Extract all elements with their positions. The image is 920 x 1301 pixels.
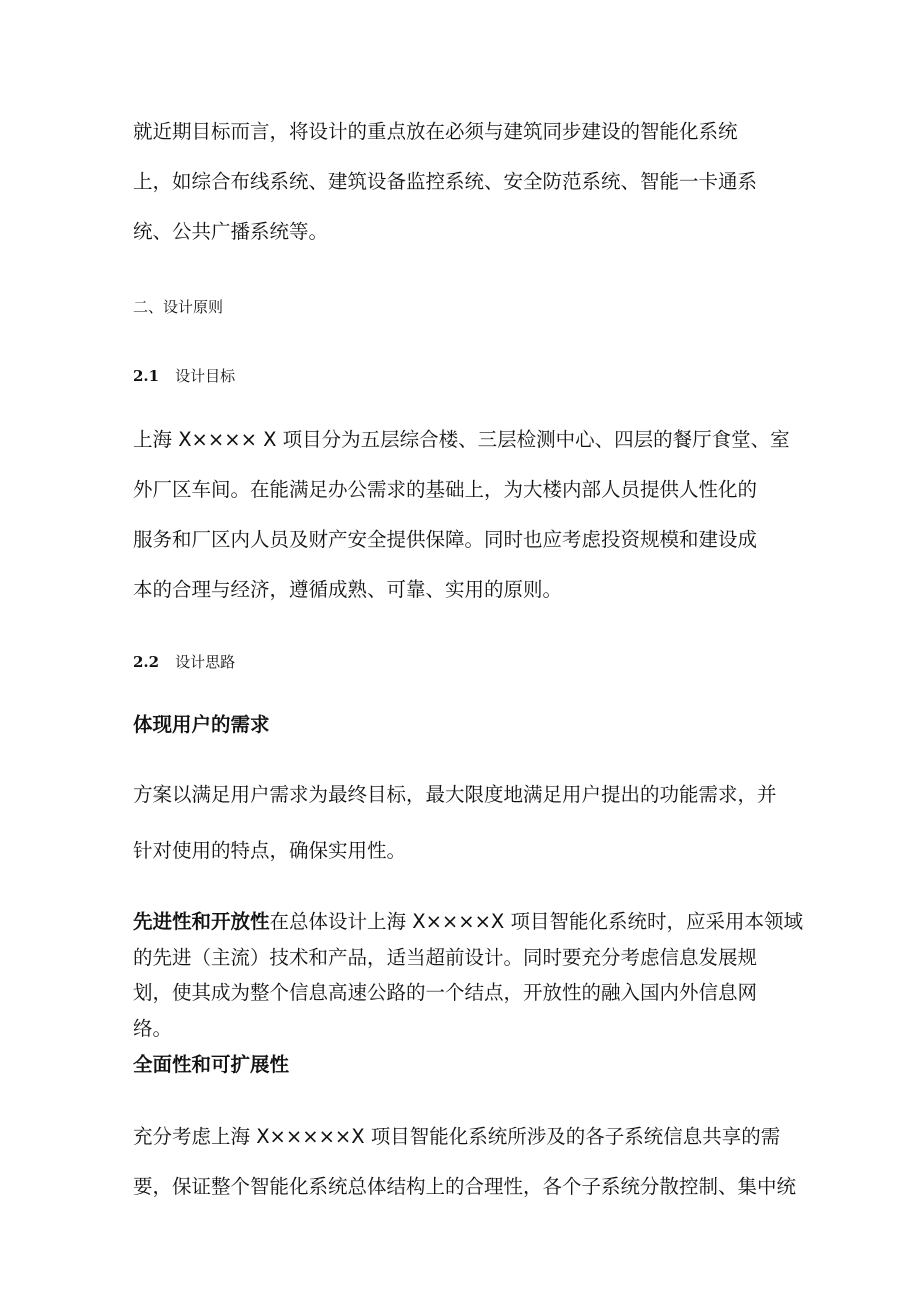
- text-line: 上，如综合布线系统、建筑设备监控系统、安全防范系统、智能一卡通系: [133, 170, 758, 193]
- text-line: 就近期目标而言，将设计的重点放在必须与建筑同步建设的智能化系统: [133, 120, 738, 143]
- text-line: 上海 X×××× X 项目分为五层综合楼、三层检测中心、四层的餐厅食堂、室: [133, 428, 790, 451]
- text-line: 要，保证整个智能化系统总体结构上的合理性，各个子系统分散控制、集中统: [133, 1175, 797, 1198]
- advanced-open-paragraph: [133, 904, 803, 1046]
- section-title: 设计思路: [175, 653, 236, 671]
- intro-paragraph: [133, 107, 757, 257]
- text-line: 本的合理与经济，遵循成熟、可靠、实用的原则。: [133, 578, 563, 601]
- section-number: 2.1: [133, 367, 160, 385]
- text-line: 外厂区车间。在能满足办公需求的基础上，为大楼内部人员提供人性化的: [133, 478, 758, 501]
- design-goal-paragraph: [133, 415, 790, 615]
- text-line: 的先进（主流）技术和产品，适当超前设计。同时要充分考虑信息发展规: [133, 945, 758, 969]
- text-line: 充分考虑上海 X×××××X 项目智能化系统所涉及的各子系统信息共享的需: [133, 1125, 781, 1148]
- section-title: 设计目标: [175, 367, 236, 385]
- user-needs-paragraph: [133, 767, 777, 879]
- text-line: 服务和厂区内人员及财产安全提供保障。同时也应考虑投资规模和建设成: [133, 528, 758, 551]
- text-line: 络。: [133, 1016, 173, 1040]
- subsection-heading-2-1: [133, 366, 235, 386]
- section-number: 2.2: [133, 653, 160, 671]
- advanced-open-lead: 先进性和开放性: [133, 910, 270, 933]
- text-line: [133, 904, 803, 940]
- text-line: 统、公共广播系统等。: [133, 220, 329, 243]
- text-line: 划，使其成为整个信息高速公路的一个结点，开放性的融入国内外信息网: [133, 981, 758, 1004]
- text-line: 针对使用的特点，确保实用性。: [133, 839, 407, 862]
- subsection-heading-2-2: [133, 652, 235, 672]
- advanced-open-text: 在总体设计上海 X××××X 项目智能化系统时，应采用本领域: [269, 910, 803, 933]
- section-heading: 二、设计原则: [133, 298, 224, 316]
- text-line: 方案以满足用户需求为最终目标，最大限度地满足用户提出的功能需求，并: [133, 783, 777, 806]
- comprehensive-heading: 全面性和可扩展性: [133, 1053, 290, 1076]
- user-needs-heading: 体现用户的需求: [133, 713, 270, 736]
- comprehensive-paragraph: [133, 1112, 796, 1212]
